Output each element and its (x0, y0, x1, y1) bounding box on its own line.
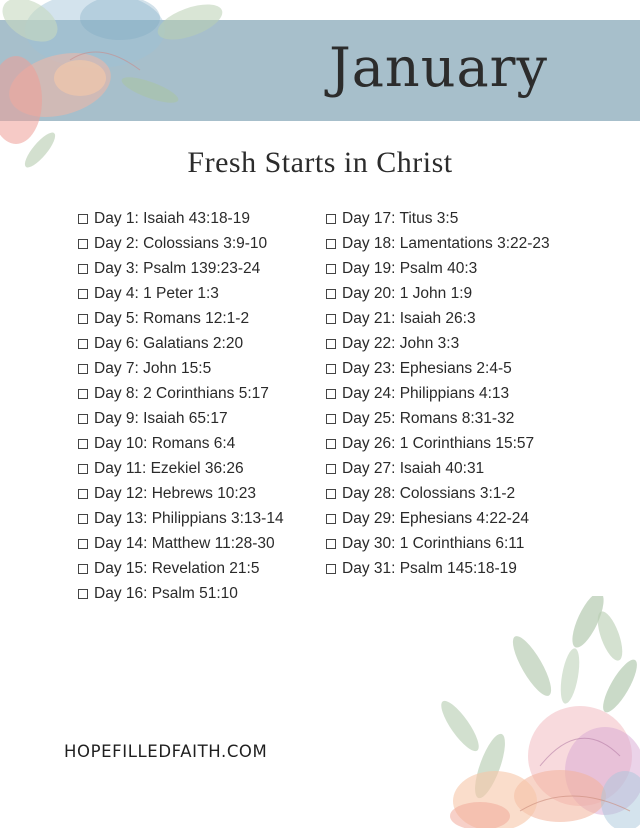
month-title: January (329, 36, 548, 99)
checkbox[interactable] (78, 339, 88, 349)
reading-label: Day 13: Philippians 3:13-14 (94, 509, 284, 527)
reading-label: Day 16: Psalm 51:10 (94, 584, 238, 602)
reading-label: Day 1: Isaiah 43:18-19 (94, 209, 250, 227)
reading-label: Day 21: Isaiah 26:3 (342, 309, 476, 327)
reading-item (78, 256, 284, 281)
reading-item (326, 431, 550, 456)
reading-item (78, 306, 284, 331)
reading-label: Day 19: Psalm 40:3 (342, 259, 478, 277)
reading-label: Day 8: 2 Corinthians 5:17 (94, 384, 269, 402)
reading-label: Day 24: Philippians 4:13 (342, 384, 510, 402)
checkbox[interactable] (326, 239, 336, 249)
reading-item (78, 556, 284, 581)
checkbox[interactable] (78, 264, 88, 274)
reading-label: Day 22: John 3:3 (342, 334, 460, 352)
reading-item (326, 231, 550, 256)
reading-item (78, 481, 284, 506)
reading-item (78, 331, 284, 356)
checkbox[interactable] (326, 289, 336, 299)
checkbox[interactable] (78, 589, 88, 599)
reading-item (78, 206, 284, 231)
floral-decoration-bottom-right (420, 596, 640, 828)
checkbox[interactable] (326, 339, 336, 349)
reading-item (326, 556, 550, 581)
checkbox[interactable] (326, 414, 336, 424)
reading-item (78, 356, 284, 381)
reading-label: Day 14: Matthew 11:28-30 (94, 534, 275, 552)
checkbox[interactable] (326, 314, 336, 324)
checkbox[interactable] (78, 564, 88, 574)
reading-item (326, 406, 550, 431)
reading-label: Day 7: John 15:5 (94, 359, 212, 377)
reading-label: Day 5: Romans 12:1-2 (94, 309, 250, 327)
checkbox[interactable] (78, 439, 88, 449)
reading-item (326, 206, 550, 231)
reading-label: Day 23: Ephesians 2:4-5 (342, 359, 512, 377)
reading-item (326, 506, 550, 531)
reading-item (78, 281, 284, 306)
reading-label: Day 12: Hebrews 10:23 (94, 484, 256, 502)
reading-label: Day 4: 1 Peter 1:3 (94, 284, 219, 302)
reading-item (326, 256, 550, 281)
reading-label: Day 20: 1 John 1:9 (342, 284, 473, 302)
checkbox[interactable] (326, 464, 336, 474)
reading-label: Day 10: Romans 6:4 (94, 434, 236, 452)
checkbox[interactable] (326, 264, 336, 274)
checkbox[interactable] (78, 489, 88, 499)
reading-label: Day 25: Romans 8:31-32 (342, 409, 515, 427)
reading-item (326, 531, 550, 556)
reading-label: Day 9: Isaiah 65:17 (94, 409, 228, 427)
checkbox[interactable] (326, 364, 336, 374)
reading-item (78, 431, 284, 456)
checkbox[interactable] (78, 314, 88, 324)
reading-label: Day 6: Galatians 2:20 (94, 334, 244, 352)
reading-list-right (326, 206, 550, 581)
checkbox[interactable] (78, 514, 88, 524)
checkbox[interactable] (326, 439, 336, 449)
reading-label: Day 3: Psalm 139:23-24 (94, 259, 261, 277)
reading-label: Day 28: Colossians 3:1-2 (342, 484, 516, 502)
reading-item (78, 381, 284, 406)
page-subtitle: Fresh Starts in Christ (187, 146, 453, 179)
reading-item (326, 456, 550, 481)
checkbox[interactable] (78, 364, 88, 374)
reading-item (78, 506, 284, 531)
reading-label: Day 2: Colossians 3:9-10 (94, 234, 268, 252)
checkbox[interactable] (326, 214, 336, 224)
reading-label: Day 29: Ephesians 4:22-24 (342, 509, 529, 527)
reading-label: Day 15: Revelation 21:5 (94, 559, 260, 577)
checkbox[interactable] (78, 539, 88, 549)
reading-list-left (78, 206, 284, 606)
reading-label: Day 17: Titus 3:5 (342, 209, 459, 227)
reading-item (326, 306, 550, 331)
reading-item (78, 581, 284, 606)
reading-item (78, 456, 284, 481)
reading-item (326, 381, 550, 406)
reading-item (78, 531, 284, 556)
reading-item (78, 406, 284, 431)
checkbox[interactable] (326, 564, 336, 574)
checkbox[interactable] (326, 514, 336, 524)
checkbox[interactable] (78, 239, 88, 249)
reading-item (326, 481, 550, 506)
reading-item (326, 281, 550, 306)
checkbox[interactable] (78, 289, 88, 299)
checkbox[interactable] (78, 464, 88, 474)
checkbox[interactable] (326, 489, 336, 499)
checkbox[interactable] (78, 414, 88, 424)
checkbox[interactable] (78, 214, 88, 224)
reading-item (78, 231, 284, 256)
checkbox[interactable] (326, 539, 336, 549)
reading-label: Day 18: Lamentations 3:22-23 (342, 234, 550, 252)
reading-label: Day 31: Psalm 145:18-19 (342, 559, 517, 577)
reading-item (326, 356, 550, 381)
reading-item (326, 331, 550, 356)
reading-label: Day 30: 1 Corinthians 6:11 (342, 534, 525, 552)
reading-label: Day 11: Ezekiel 36:26 (94, 459, 244, 477)
reading-label: Day 26: 1 Corinthians 15:57 (342, 434, 535, 452)
checkbox[interactable] (78, 389, 88, 399)
checkbox[interactable] (326, 389, 336, 399)
website-url[interactable]: HOPEFILLEDFAITH.COM (64, 742, 268, 761)
reading-label: Day 27: Isaiah 40:31 (342, 459, 485, 477)
